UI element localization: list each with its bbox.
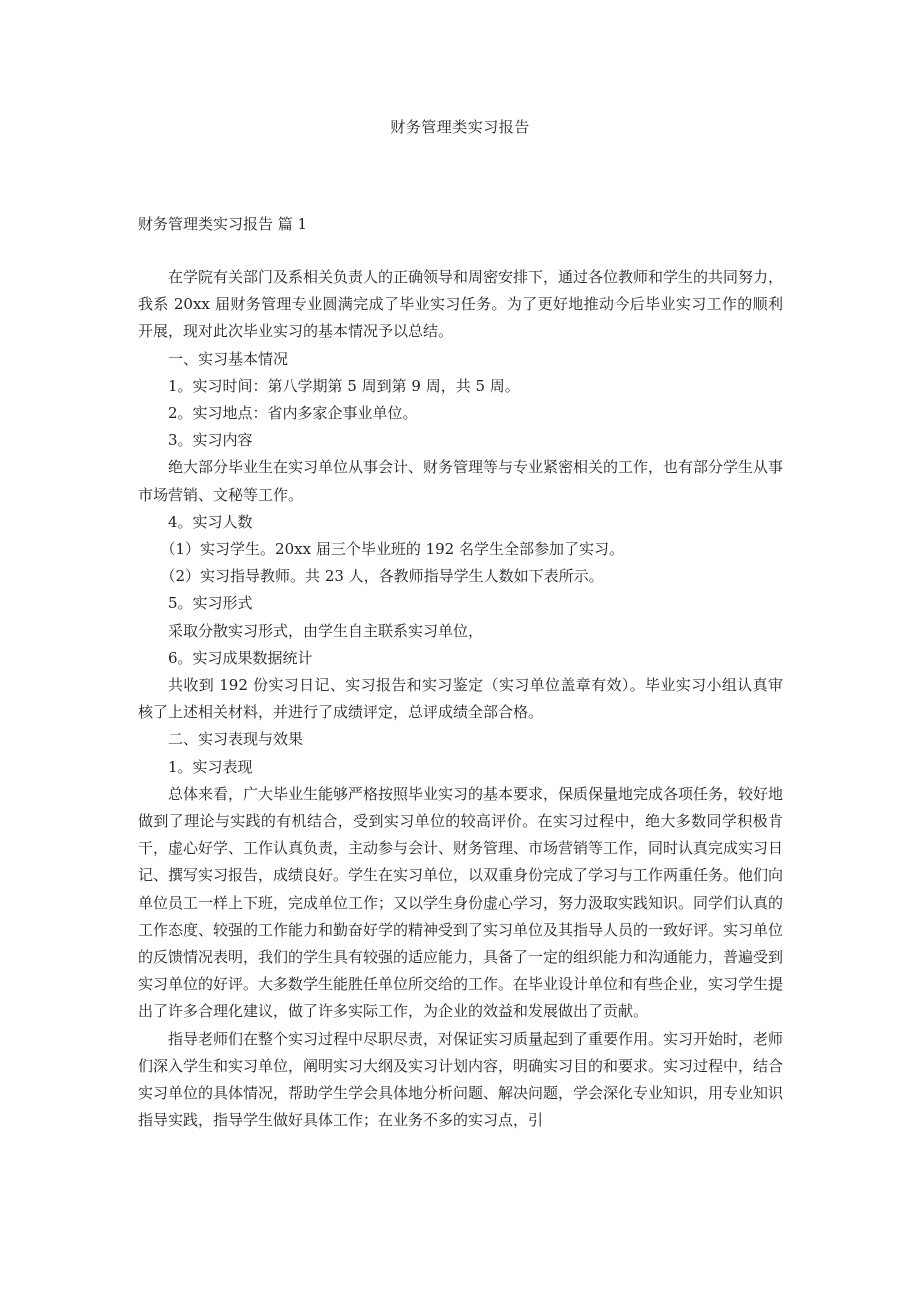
item-headcount-heading: 4。实习人数 [168, 512, 253, 531]
document-title: 财务管理类实习报告 [390, 118, 530, 136]
paragraph-content: 绝大部分毕业生在实习单位从事会计、财务管理等与专业紧密相关的工作，也有部分学生从事市场营销、文秘等工作。 [138, 458, 784, 504]
heading-basic-info: 一、实习基本情况 [168, 349, 289, 368]
item-form-heading: 5。实习形式 [168, 594, 253, 613]
paragraph-intro: 在学院有关部门及系相关负责人的正确领导和周密安排下，通过各位教师和学生的共同努力，我系 20xx 届财务管理专业圆满完成了毕业实习任务。为了更好地推动今后毕业实习工作的顺利开展，现对此次毕业实习的基本情况予以总结。 [138, 268, 784, 341]
item-stats-heading: 6。实习成果数据统计 [168, 648, 313, 667]
paragraph-teachers: 指导老师们在整个实习过程中尽职尽责，对保证实习质量起到了重要作用。实习开始时，老师们深入学生和实习单位，阐明实习大纲及实习计划内容，明确实习目的和要求。实习过程中，结合实习单位的具体情况，帮助学生学会具体地分析问题、解决问题，学会深化专业知识，用专业知识指导实践，指导学生做好具体工作；在业务不多的实习点，引 [138, 1029, 784, 1130]
heading-performance: 二、实习表现与效果 [168, 730, 304, 749]
item-content-heading: 3。实习内容 [168, 431, 253, 450]
item-location: 2。实习地点：省内多家企事业单位。 [168, 404, 418, 423]
document-body [138, 264, 783, 1135]
item-teachers: （2）实习指导教师。共 23 人，各教师指导学生人数如下表所示。 [160, 567, 604, 586]
paragraph-form: 采取分散实习形式，由学生自主联系实习单位， [168, 621, 484, 640]
paragraph-stats: 共收到 192 份实习日记、实习报告和实习鉴定（实习单位盖章有效）。毕业实习小组认真审核了上述相关材料，并进行了成绩评定，总评成绩全部合格。 [138, 676, 783, 722]
item-students: （1）实习学生。20xx 届三个毕业班的 192 名学生全部参加了实习。 [160, 540, 624, 559]
item-performance-heading: 1。实习表现 [168, 757, 253, 776]
section-title: 财务管理类实习报告 篇 1 [138, 215, 308, 233]
item-time: 1。实习时间：第八学期第 5 周到第 9 周，共 5 周。 [168, 376, 520, 395]
paragraph-performance: 总体来看，广大毕业生能够严格按照毕业实习的基本要求，保质保量地完成各项任务，较好地做到了理论与实践的有机结合，受到实习单位的较高评价。在实习过程中，绝大多数同学积极肯干，虚心好学、工作认真负责，主动参与会计、财务管理、市场营销等工作，同时认真完成实习日记、撰写实习报告，成绩良好。学生在实习单位，以双重身份完成了学习与工作两重任务。他们向单位员工一样上下班，完成单位工作；又以学生身份虚心学习，努力汲取实践知识。同学们认真的工作态度、较强的工作能力和勤奋好学的精神受到了实习单位及其指导人员的一致好评。实习单位的反馈情况表明，我们的学生具有较强的适应能力，具备了一定的组织能力和沟通能力，普遍受到实习单位的好评。大多数学生能胜任单位所交给的工作。在毕业设计单位和有些企业，实习学生提出了许多合理化建议，做了许多实际工作，为企业的效益和发展做出了贡献。 [138, 784, 784, 1021]
